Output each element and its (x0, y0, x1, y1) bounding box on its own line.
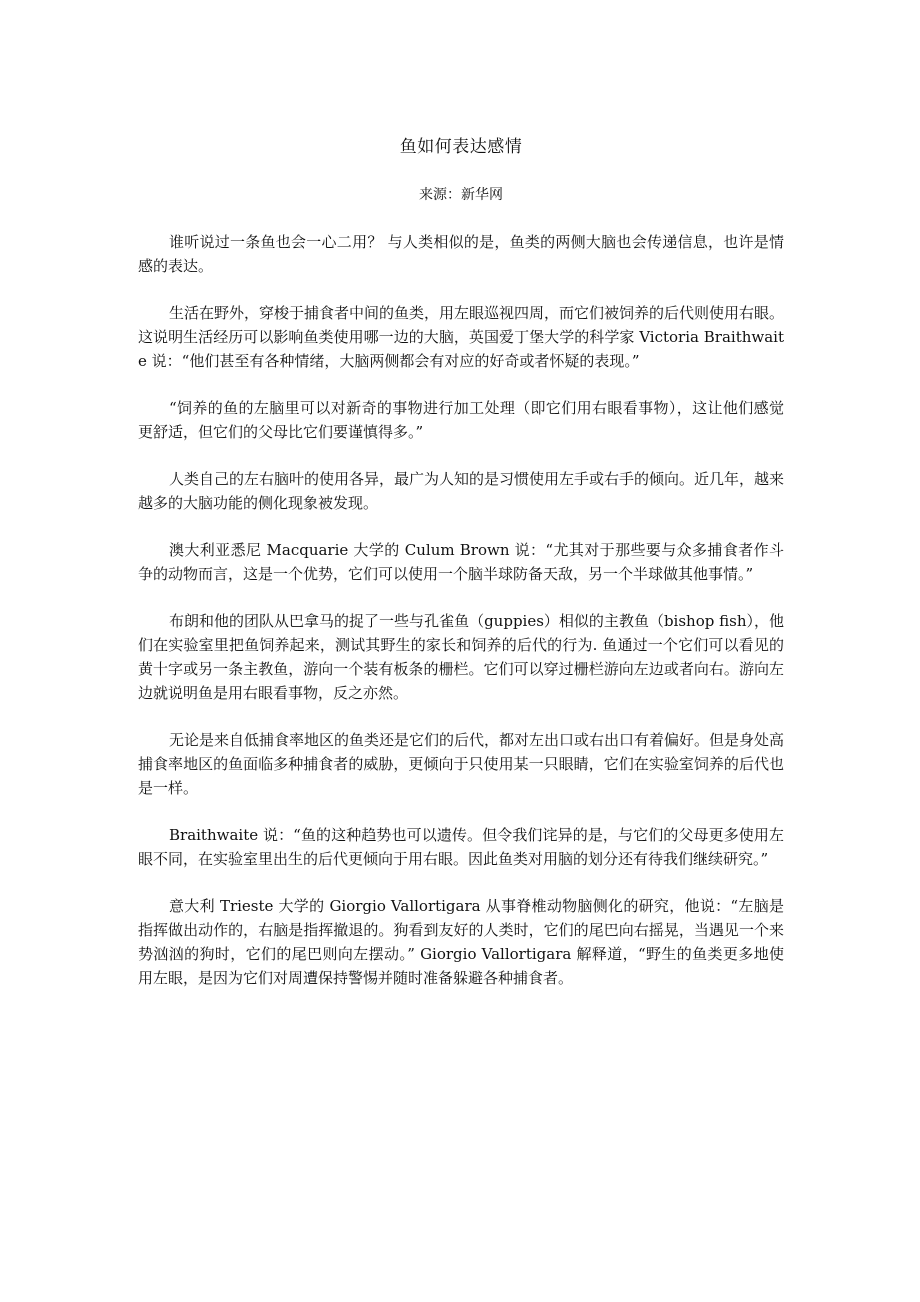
paragraph-2: 生活在野外，穿梭于捕食者中间的鱼类，用左眼巡视四周，而它们被饲养的后代则使用右眼。这说明生活经历可以影响鱼类使用哪一边的大脑，英国爱丁堡大学的科学家 Victoria Braithwaite 说：“他们甚至有各种情绪，大脑两侧都会有对应的好奇或者怀疑的表现。” (138, 304, 785, 370)
paragraph-5: 澳大利亚悉尼 Macquarie 大学的 Culum Brown 说：“尤其对于那些要与众多捕食者作斗争的动物而言，这是一个优势，它们可以使用一个脑半球防备天敌，另一个半球做其他事情。” (138, 541, 784, 583)
paragraph-8: Braithwaite 说：“鱼的这种趋势也可以遗传。但令我们诧异的是，与它们的父母更多使用左眼不同，在实验室里出生的后代更倾向于用右眼。因此鱼类对用脑的划分还有待我们继续研究。” (138, 826, 784, 868)
paragraph-7: 无论是来自低捕食率地区的鱼类还是它们的后代，都对左出口或右出口有着偏好。但是身处高捕食率地区的鱼面临多种捕食者的威胁，更倾向于只使用某一只眼睛，它们在实验室饲养的后代也是一样。 (138, 731, 785, 797)
article-source: 来源：新华网 (419, 187, 503, 203)
article-title: 鱼如何表达感情 (399, 137, 523, 157)
document-page (138, 134, 784, 1013)
paragraph-6: 布朗和他的团队从巴拿马的捉了一些与孔雀鱼（guppies）相似的主教鱼（bishop fish），他们在实验室里把鱼饲养起来，测试其野生的家长和饲养的后代的行为. 鱼通过一个它们可以看见的黄十字或另一条主教鱼，游向一个装有板条的栅栏。它们可以穿过栅栏游向左边或者向右。游向左边就说明鱼是用右眼看事物，反之亦然。 (138, 612, 784, 702)
paragraph-3: “饲养的鱼的左脑里可以对新奇的事物进行加工处理（即它们用右眼看事物），这让他们感觉更舒适，但它们的父母比它们要谨慎得多。” (138, 399, 784, 441)
paragraph-9: 意大利 Trieste 大学的 Giorgio Vallortigara 从事脊椎动物脑侧化的研究，他说：“左脑是指挥做出动作的，右脑是指挥撤退的。狗看到友好的人类时，它们的尾巴向右摇晃，当遇见一个来势汹汹的狗时，它们的尾巴则向左摆动。” Giorgio Vallortigara 解释道，“野生的鱼类更多地使用左眼，是因为它们对周遭保持警惕并随时准备躲避各种捕食者。 (138, 897, 784, 987)
paragraph-4: 人类自己的左右脑叶的使用各异，最广为人知的是习惯使用左手或右手的倾向。近几年，越来越多的大脑功能的侧化现象被发现。 (138, 470, 785, 512)
paragraph-1: 谁听说过一条鱼也会一心二用？ 与人类相似的是，鱼类的两侧大脑也会传递信息，也许是情感的表达。 (138, 233, 784, 275)
